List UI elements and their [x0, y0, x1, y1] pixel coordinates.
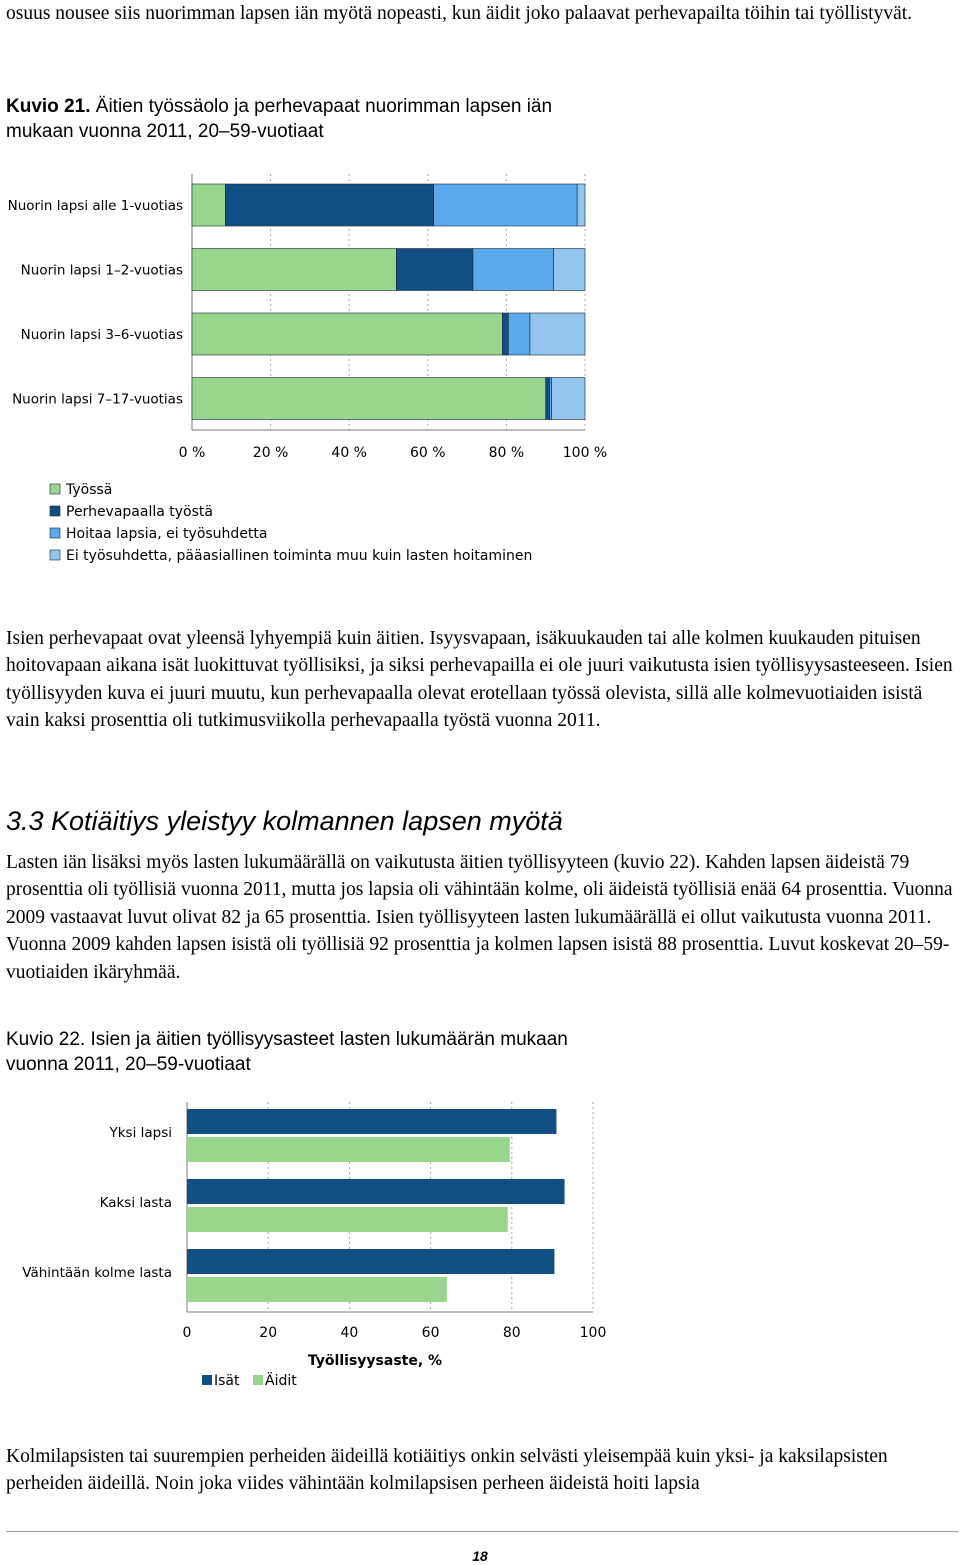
- x-axis-title: Työllisyysaste, %: [307, 1353, 443, 1369]
- page-number: 18: [472, 1548, 488, 1564]
- x-tick-label: 60 %: [410, 445, 446, 461]
- bar-segment: [192, 249, 396, 291]
- bar-segment: [508, 313, 530, 355]
- x-tick-label: 40 %: [331, 445, 367, 461]
- legend-label: Isät: [214, 1373, 240, 1389]
- bar-segment: [473, 249, 554, 291]
- last-paragraph: Kolmilapsisten tai suurempien perheiden äideillä kotiäitiys onkin selvästi yleisempää kuin yksi- ja kaksilapsisten perheiden äideillä. Noin joka viides vähintään kolmilapsisen perheen äideistä hoiti lapsia: [6, 1446, 888, 1495]
- figure21-caption: [6, 94, 946, 144]
- legend-label: Äidit: [265, 1373, 297, 1389]
- category-label: Vähintään kolme lasta: [22, 1265, 172, 1281]
- figure22-title-line1: Isien ja äitien työllisyysasteet lasten lukumäärän mukaan: [90, 1029, 568, 1050]
- bar-segment: [225, 184, 433, 226]
- footer-rule: [6, 1531, 958, 1532]
- bar-segment: [554, 249, 585, 291]
- figure22-caption: [6, 1027, 946, 1077]
- legend-swatch: [50, 506, 60, 516]
- section-heading: 3.3 Kotiäitiys yleistyy kolmannen lapsen myötä: [6, 806, 563, 836]
- bar-segment: [577, 184, 585, 226]
- bar: [187, 1179, 565, 1204]
- bar-segment: [502, 313, 508, 355]
- category-label: Nuorin lapsi 3–6-vuotias: [20, 327, 183, 343]
- x-tick-label: 100 %: [562, 445, 608, 461]
- bar: [187, 1137, 510, 1162]
- figure21-title-line1: Äitien työssäolo ja perhevapaat nuorimman lapsen iän: [95, 96, 553, 117]
- children-paragraph: Lasten iän lisäksi myös lasten lukumäärällä on vaikutusta äitien työllisyyteen (kuvio 22). Kahden lapsen äideistä 79 prosenttia oli työllisiä vuonna 2011, mutta jos lapsia oli vähintään kolme, oli äideistä työllisiä enää 64 prosenttia. Vuonna 2009 vastaavat luvut olivat 82 ja 65 prosenttia. Isien työllisyyteen lasten lukumäärällä ei ollut vaikutusta vuonna 2011. Vuonna 2009 kahden lapsen isistä oli työllisiä 92 prosenttia ja kolmen lapsen isistä 88 prosenttia. Luvut koskevat 20–59-vuotiaiden ikäryhmää.: [6, 852, 953, 983]
- bar-segment: [434, 184, 577, 226]
- x-tick-label: 100: [579, 1325, 607, 1341]
- x-tick-label: 60: [421, 1325, 440, 1341]
- x-tick-label: 20 %: [252, 445, 289, 461]
- bar: [187, 1277, 447, 1302]
- x-tick-label: 80: [502, 1325, 521, 1341]
- legend-swatch: [253, 1375, 263, 1385]
- figure22-label: Kuvio 22.: [6, 1029, 86, 1050]
- bar-segment: [192, 184, 225, 226]
- bar: [187, 1109, 556, 1134]
- category-label: Nuorin lapsi 7–17-vuotias: [12, 391, 183, 408]
- legend-swatch: [50, 550, 60, 560]
- legend-swatch: [50, 528, 60, 538]
- bar-segment: [192, 313, 502, 355]
- bar-segment: [396, 249, 473, 291]
- figure21-label: Kuvio 21.: [6, 96, 91, 117]
- x-tick-label: 0 %: [178, 445, 206, 461]
- category-label: Yksi lapsi: [109, 1125, 172, 1141]
- legend-label: Hoitaa lapsia, ei työsuhdetta: [66, 526, 268, 542]
- fathers-paragraph: Isien perhevapaat ovat yleensä lyhyempiä kuin äitien. Isyysvapaan, isäkuukauden tai alle kolmen kuukauden pituisen hoitovapaan aikana isät luokittuvat työllisiksi, ja siksi perhevapailla ei ole juuri vaikutusta isien työllisyysasteeseen. Isien työllisyyden kuva ei juuri muutu, kun perhevapaalla olevat erotellaan työssä olevista, sillä alle kolmevuotiaiden isistä vain kaksi prosenttia oli tutkimusviikolla perhevapaalla työstä vuonna 2011.: [6, 628, 953, 732]
- x-tick-label: 20: [259, 1325, 278, 1341]
- legend-label: Ei työsuhdetta, pääasiallinen toiminta muu kuin lasten hoitaminen: [66, 548, 533, 564]
- legend-swatch: [50, 484, 60, 494]
- figure22-title-line2: vuonna 2011, 20–59-vuotiaat: [6, 1054, 251, 1075]
- bar: [187, 1249, 554, 1274]
- category-label: Kaksi lasta: [99, 1195, 172, 1211]
- legend-label: Perhevapaalla työstä: [66, 504, 213, 520]
- figure21-title-line2: mukaan vuonna 2011, 20–59-vuotiaat: [6, 121, 324, 142]
- bar-segment: [546, 378, 550, 420]
- x-tick-label: 40: [340, 1325, 359, 1341]
- bar-segment: [530, 313, 585, 355]
- figure21-chart: [0, 160, 960, 590]
- legend-swatch: [202, 1375, 212, 1385]
- bar-segment: [192, 378, 546, 420]
- category-label: Nuorin lapsi alle 1-vuotias: [7, 198, 183, 214]
- x-tick-label: 0: [182, 1325, 192, 1341]
- figure22-chart: [0, 1095, 960, 1400]
- bar-segment: [552, 378, 585, 420]
- bar: [187, 1207, 508, 1232]
- intro-paragraph: osuus nousee siis nuorimman lapsen iän myötä nopeasti, kun äidit joko palaavat perhevapailta töihin tai työllistyvät.: [6, 3, 913, 24]
- legend-label: Työssä: [66, 482, 113, 498]
- x-tick-label: 80 %: [488, 445, 525, 461]
- category-label: Nuorin lapsi 1–2-vuotias: [20, 262, 183, 279]
